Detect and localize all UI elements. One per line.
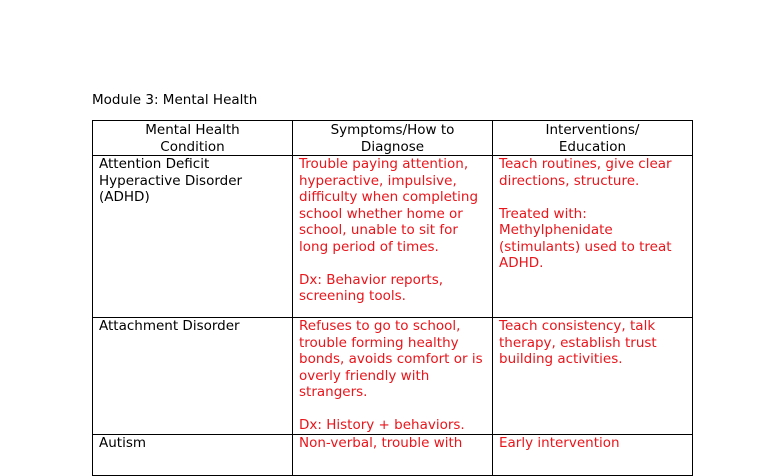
treatment-text: Treated with: Methylphenidate (stimulants) used to treat ADHD. bbox=[499, 205, 672, 271]
header-symptoms bbox=[293, 121, 493, 156]
condition-name: Attention Deficit Hyperactive Disorder (ADHD) bbox=[99, 156, 243, 205]
symptoms-cell bbox=[293, 318, 493, 435]
condition-cell bbox=[93, 156, 293, 318]
interventions-cell bbox=[493, 318, 693, 435]
table-row bbox=[93, 318, 693, 435]
diagnosis-text: Dx: History + behaviors. bbox=[299, 417, 465, 433]
header-interventions-line-1: Interventions/ bbox=[545, 122, 640, 138]
intervention-text: Teach routines, give clear directions, structure. bbox=[499, 156, 672, 189]
header-condition-line-2: Condition bbox=[160, 138, 225, 155]
header-interventions bbox=[493, 121, 693, 156]
condition-name: Autism bbox=[99, 434, 147, 451]
table-header-row bbox=[93, 121, 693, 156]
page-title: Module 3: Mental Health bbox=[92, 92, 258, 108]
condition-cell bbox=[93, 434, 293, 475]
header-condition bbox=[93, 121, 293, 156]
header-condition-line-1: Mental Health bbox=[145, 122, 240, 138]
intervention-text: Teach consistency, talk therapy, establish trust building activities. bbox=[499, 318, 657, 367]
mental-health-table bbox=[92, 120, 693, 476]
symptoms-cell bbox=[293, 434, 493, 475]
header-symptoms-line-1: Symptoms/How to bbox=[330, 122, 455, 138]
table-row bbox=[93, 156, 693, 318]
header-interventions-line-2: Education bbox=[558, 138, 627, 155]
intervention-text: Early intervention bbox=[499, 434, 620, 451]
symptoms-text: Trouble paying attention, hyperactive, impulsive, difficulty when completing school whether home or school, unable to sit for long period of times. bbox=[299, 156, 479, 255]
symptoms-text: Refuses to go to school, trouble forming healthy bonds, avoids comfort or is overly friendly with strangers. bbox=[299, 318, 483, 400]
diagnosis-text: Dx: Behavior reports, screening tools. bbox=[299, 271, 444, 304]
symptoms-cell bbox=[293, 156, 493, 318]
condition-name: Attachment Disorder bbox=[99, 318, 240, 334]
header-symptoms-line-2: Diagnose bbox=[360, 138, 425, 155]
symptoms-text: Non-verbal, trouble with bbox=[299, 434, 463, 451]
condition-cell bbox=[93, 318, 293, 435]
table-row bbox=[93, 434, 693, 475]
interventions-cell bbox=[493, 434, 693, 475]
interventions-cell bbox=[493, 156, 693, 318]
